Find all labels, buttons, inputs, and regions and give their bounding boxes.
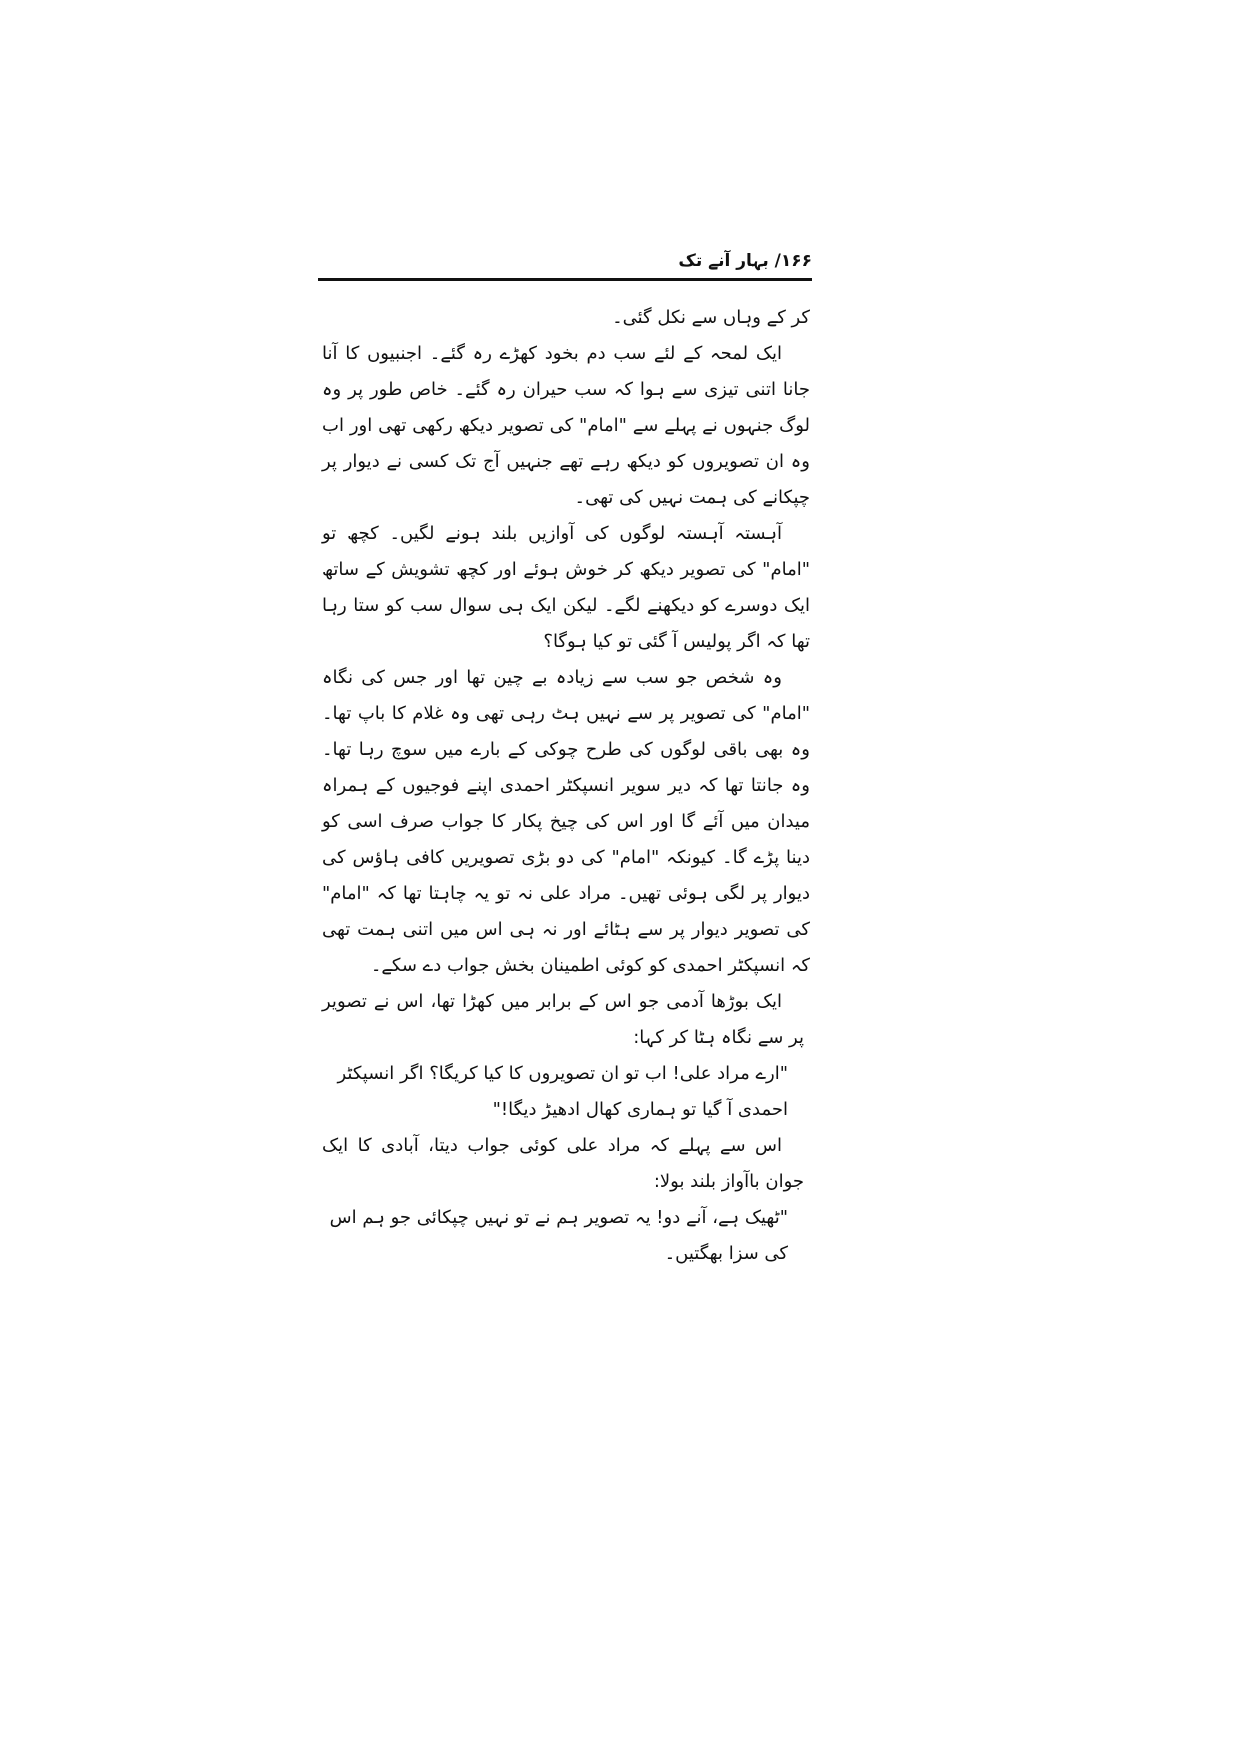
paragraph-dialogue-intro: اس سے پہلے کہ مراد علی کوئی جواب دیتا، آبادی کا ایک جوان باآواز بلند بولا:	[322, 1135, 804, 1192]
paragraph-dialogue-quote: "ٹھیک ہے، آنے دو! یہ تصویر ہم نے تو نہیں چپکائی جو ہم اس کی سزا بھگتیں۔	[329, 1207, 788, 1264]
paragraph: وہ شخص جو سب سے زیادہ بے چین تھا اور جس کی نگاہ "امام" کی تصویر پر سے نہیں ہٹ رہی تھی وہ غلام کا باپ تھا۔ وہ بھی باقی لوگوں کی طرح چوکی کے بارے میں سوچ رہا تھا۔ وہ جانتا تھا کہ دیر سویر انسپکٹر احمدی اپنے فوجیوں کے ہمراہ میدان میں آئے گا اور اس کی چیخ پکار کا جواب صرف اسی کو دینا پڑے گا۔ کیونکہ "امام" کی دو بڑی تصویریں کافی ہاؤس کی دیوار پر لگی ہوئی تھیں۔ مراد علی نہ تو یہ چاہتا تھا کہ "امام" کی تصویر دیوار پر سے ہٹائے اور نہ ہی اس میں اتنی ہمت تھی کہ انسپکٹر احمدی کو کوئی اطمینان بخش جواب دے سکے۔	[322, 667, 810, 976]
running-title: ۱۶۶/ بہار آنے تک	[678, 251, 812, 271]
paragraph: ایک لمحہ کے لئے سب دم بخود کھڑے رہ گئے۔ اجنبیوں کا آنا جانا اتنی تیزی سے ہوا کہ سب حیران رہ گئے۔ خاص طور پر وہ لوگ جنہوں نے پہلے سے "امام" کی تصویر دیکھ رکھی تھی اور اب وہ ان تصویروں کو دیکھ رہے تھے جنہیں آج تک کسی نے دیوار پر چپکانے کی ہمت نہیں کی تھی۔	[322, 343, 810, 508]
header-rule	[318, 278, 812, 281]
paragraph-continuation: کر کے وہاں سے نکل گئی۔	[612, 307, 810, 328]
paragraph-dialogue-quote: "ارے مراد علی! اب تو ان تصویروں کا کیا کریگا؟ اگر انسپکٹر احمدی آ گیا تو ہماری کھال ادھیڑ دیگا!"	[337, 1063, 788, 1120]
paragraph: آہستہ آہستہ لوگوں کی آوازیں بلند ہونے لگیں۔ کچھ تو "امام" کی تصویر دیکھ کر خوش ہوئے اور کچھ تشویش کے ساتھ ایک دوسرے کو دیکھنے لگے۔ لیکن ایک ہی سوال سب کو ستا رہا تھا کہ اگر پولیس آ گئی تو کیا ہوگا؟	[322, 523, 810, 652]
paragraph-dialogue-intro: ایک بوڑھا آدمی جو اس کے برابر میں کھڑا تھا، اس نے تصویر پر سے نگاہ ہٹا کر کہا:	[322, 991, 804, 1048]
running-header	[318, 246, 812, 276]
page-body-text	[322, 300, 810, 1272]
